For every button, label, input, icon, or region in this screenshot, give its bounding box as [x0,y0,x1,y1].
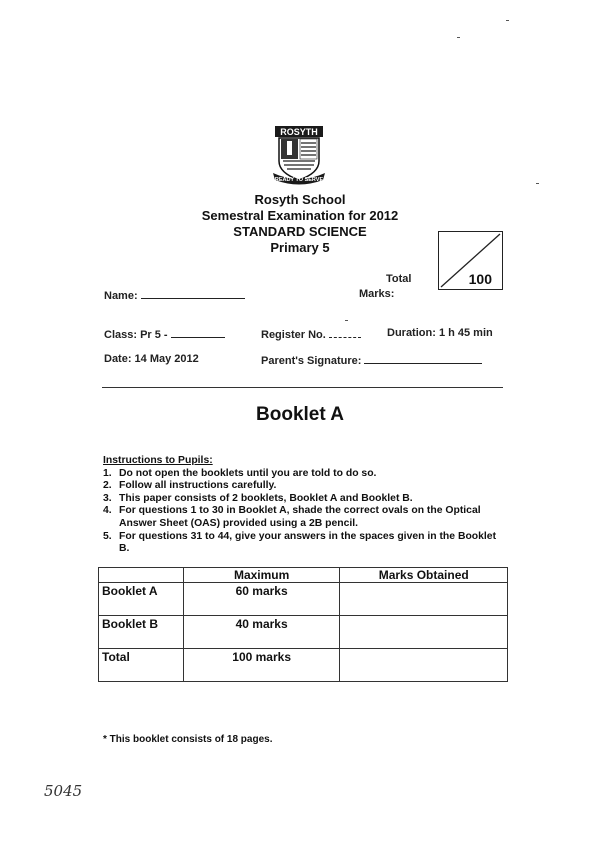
name-line[interactable] [141,288,245,299]
svg-text:ROSYTH: ROSYTH [280,127,318,137]
instruction-text: For questions 31 to 44, give your answers in the spaces given in the Booklet B. [119,530,497,555]
signature-label: Parent's Signature: [261,355,362,367]
marks-table [98,567,508,682]
table-cell: Booklet B [99,616,184,649]
table-row [99,583,508,616]
instructions-heading: Instructions to Pupils: [103,455,213,466]
marks-obtained-cell[interactable] [340,616,508,649]
instruction-item [103,493,503,506]
school-crest-logo [269,125,329,185]
divider [102,387,503,388]
instruction-number: 2. [103,480,112,492]
page-count-note: * This booklet consists of 18 pages. [103,734,273,745]
date-label: Date: 14 May 2012 [104,353,199,365]
table-row [99,616,508,649]
scan-speck [457,37,460,38]
instruction-number: 5. [103,530,112,542]
instruction-item [103,505,503,530]
level-title: Primary 5 [270,240,330,255]
name-field[interactable] [104,288,245,302]
subject-title: STANDARD SCIENCE [233,224,367,239]
score-box [438,231,503,290]
scan-speck [536,183,539,184]
class-label: Class: Pr 5 - [104,329,168,341]
class-field[interactable] [104,327,225,341]
instructions [103,455,503,556]
duration-label: Duration: 1 h 45 min [387,327,493,339]
table-cell: 60 marks [183,583,340,616]
instruction-text: Do not open the booklets until you are told to do so. [119,467,377,479]
instruction-number: 4. [103,505,112,517]
table-header: Marks Obtained [340,568,508,583]
signature-line[interactable] [364,353,482,364]
signature-field[interactable] [261,353,482,367]
marks-obtained-cell[interactable] [340,649,508,682]
scan-speck [345,320,348,321]
table-cell: 100 marks [183,649,340,682]
marks-label: Marks: [359,288,395,300]
table-header: Maximum [183,568,340,583]
instruction-text: For questions 1 to 30 in Booklet A, shade the correct ovals on the Optical Answer Sheet (OAS) provided using a 2B pencil. [119,505,481,529]
table-cell: Total [99,649,184,682]
booklet-title: Booklet A [256,404,344,425]
marks-obtained-cell[interactable] [340,583,508,616]
register-label: Register No. [261,329,326,341]
instruction-text: Follow all instructions carefully. [119,480,277,492]
instruction-number: 1. [103,467,112,479]
class-line[interactable] [171,327,225,338]
instructions-list [103,468,503,556]
exam-title: Semestral Examination for 2012 [201,208,399,223]
total-out-of: 100 [468,271,492,287]
instruction-number: 3. [103,492,112,504]
name-label: Name: [104,290,138,302]
register-line[interactable] [329,327,361,338]
instruction-item [103,468,503,481]
table-cell: Booklet A [99,583,184,616]
instruction-item [103,531,503,556]
table-row [99,649,508,682]
handwritten-note: 5045 [44,782,83,800]
instruction-item [103,480,503,493]
register-field[interactable] [261,327,361,341]
school-name: Rosyth School [254,192,346,207]
total-label: Total [386,273,412,285]
table-cell: 40 marks [183,616,340,649]
table-header-row [99,568,508,583]
svg-text:READY TO SERVE: READY TO SERVE [274,177,324,183]
instruction-text: This paper consists of 2 booklets, Booklet A and Booklet B. [119,492,413,504]
scan-speck [506,20,509,21]
table-header [99,568,184,583]
